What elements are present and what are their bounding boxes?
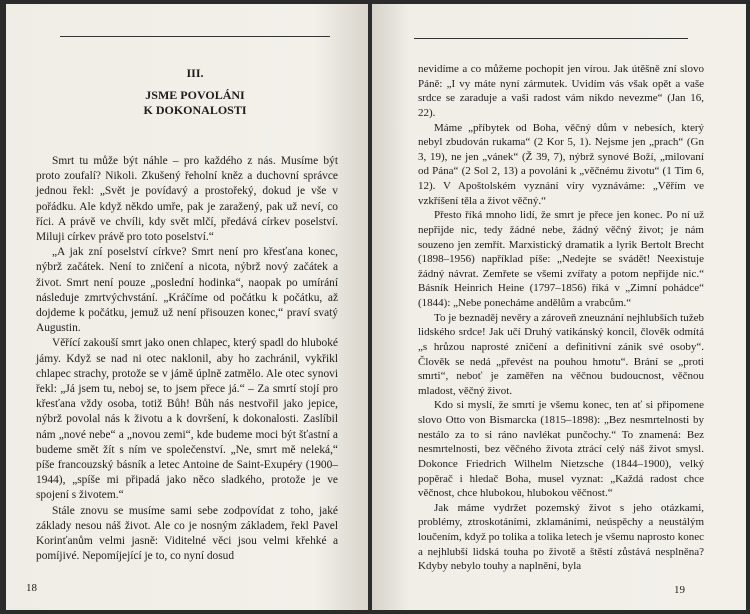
paragraph: Stále znovu se musíme sami sebe zodpovídat z toho, jaké základy nesou náš život. Ale co je nosným základem, řekl Pavel Korinťanům velmi jasně: Viditelné věci jsou velmi křehké a pomíjivé. Nepomíjející je to, co nyní dosud — [36, 504, 338, 563]
body-text — [418, 62, 704, 574]
paragraph: Smrt tu může být náhle – pro každého z nás. Musíme být proto zoufalí? Nikoli. Zkušený řeholní kněz a duchovní správce jednou řekl: „Svět je povídavý a prostořeký, dokud je vše v pořádku. Ale když někdo umře, pak je zaražený, pak už neví, co říci. A právě ve chvíli, kdy svět mlčí, předává církev poselství. Miluji církev právě pro toto poselství.“ — [36, 155, 338, 244]
paragraph: Věřící zakouší smrt jako onen chlapec, který spadl do hluboké jámy. Když se nad ni otec naklonil, aby ho zachránil, vykřikl chlapec strachy, protože se v jámě úplně zatmělo. Ale otec synovi řekl: „Já jsem tu, neboj se, to jsem přece já.“ – Za smrtí stojí pro křesťana vždy osoba, totiž Bůh! Bůh nás nestvořil jako jepice, nýbrž povolal nás k životu a k dovršení, k dokonalosti. Zaslíbil nám „nové nebe“ a „novou zemi“, kde budeme moci být šťastní a budeme smět žít s ním ve společenství. „Ne, smrt mě neleká,“ píše francouzský básník a letec Antoine de Saint-Exupéry (1900–1944), „spíše mi připadá jako něco sladkého, protože je ve spojení s životem.“ — [36, 337, 338, 502]
paragraph: „A jak zní poselství církve? Smrt není pro křesťana konec, nýbrž začátek. Není to zničení a nicota, nýbrž nový začátek a život. Smrt není pouze „poslední hodinka“, naopak po umírání následuje zmrtvýchvstání. „Kráčíme od počátku k počátku, až dojdeme k počátku, jemuž už není přisouzen konec,“ praví svatý Augustin. — [36, 246, 338, 335]
chapter-title-line: JSME POVOLÁNI — [145, 88, 245, 102]
paragraph: To je beznaděj nevěry a zároveň zneuznání nejhlubších tužeb lidského srdce! Jak učí Druhý vatikánský koncil, člověk odmítá „s hrůzou naprosté zničení a definitivní zánik své osoby“. Člověk se nedá „převést na pouhou hmotu“. Brání se „proti smrti“, neboť je zaměřen na věčnou budoucnost, věčnou mladost, věčný život. — [418, 311, 704, 397]
paragraph: Máme „příbytek od Boha, věčný dům v nebesích, který nebyl zbudován rukama“ (2 Kor 5, 1). Nejsme jen „prach“ (Gn 3, 19), ne jen „vánek“ (Ž 39, 7), nýbrž synové Boží, „milovaní od Pána“ (2 Sol 2, 13) a povoláni k „věčnému životu“ (1 Tim 6, 12). V Apoštolském vyznání víry vyznáváme: „Věřím ve vzkříšení těla a život věčný.“ — [418, 121, 704, 207]
top-rule — [60, 36, 330, 37]
chapter-title-line: K DOKONALOSTI — [143, 103, 247, 117]
paragraph: Kdo si myslí, že smrtí je všemu konec, ten ať si připomene slovo Otto von Bismarcka (1815–1898): „Bez nesmrtelnosti by nestálo za to si ráno navlékat punčochy.“ To znamená: Bez nesmrtelnosti, bez věčného života ztrácí celý náš život smysl. Dokonce Friedrich Wilhelm Nietzsche (1844–1900), velký popěrač i hledač Boha, musel vyznat: „Každá radost chce věčnost, chce hlubokou, hlubokou věčnost.“ — [418, 399, 704, 500]
paragraph: Jak máme vydržet pozemský život s jeho otázkami, problémy, ztroskotáními, zklamáními, neúspěchy a neustálým loučením, když po tolika a tolika letech je všemu naprosto konec a nejhlubší lidská touha po životě a štěstí zůstává nesplněna? Kdyby nebylo touhy a naplnění, byla — [418, 501, 704, 573]
chapter-number: III. — [186, 66, 204, 80]
page-number: 18 — [26, 582, 37, 594]
left-page — [6, 4, 368, 610]
body-text — [36, 154, 338, 564]
chapter-title — [60, 88, 330, 118]
right-page — [372, 4, 746, 610]
paragraph: nevidíme a co můžeme pochopit jen vírou. Jak útěšně zní slovo Páně: „I vy máte nyní zármutek. Uvidím vás však opět a vaše srdce se zaraduje a vaši radost vám nikdo nevezme“ (Jan 16, 22). — [418, 63, 704, 119]
top-rule — [414, 38, 688, 39]
page-number: 19 — [674, 584, 685, 596]
paragraph: Přesto říká mnoho lidí, že smrt je přece jen konec. Po ní už nepřijde nic, tedy žádné nebe, žádný věčný život; je nám souzeno jen zemřít. Marxistický dramatik a lyrik Bertolt Brecht (1898–1956) například píše: „Nedejte se svádět! Neexistuje žádný návrat. Zemřete se všemi zvířaty a potom nepřijde nic.“ Básník Heinrich Heine (1797–1856) říká v „Zimní pohádce“ (1844): „Nebe ponecháme andělům a vrabcům.“ — [418, 209, 704, 309]
